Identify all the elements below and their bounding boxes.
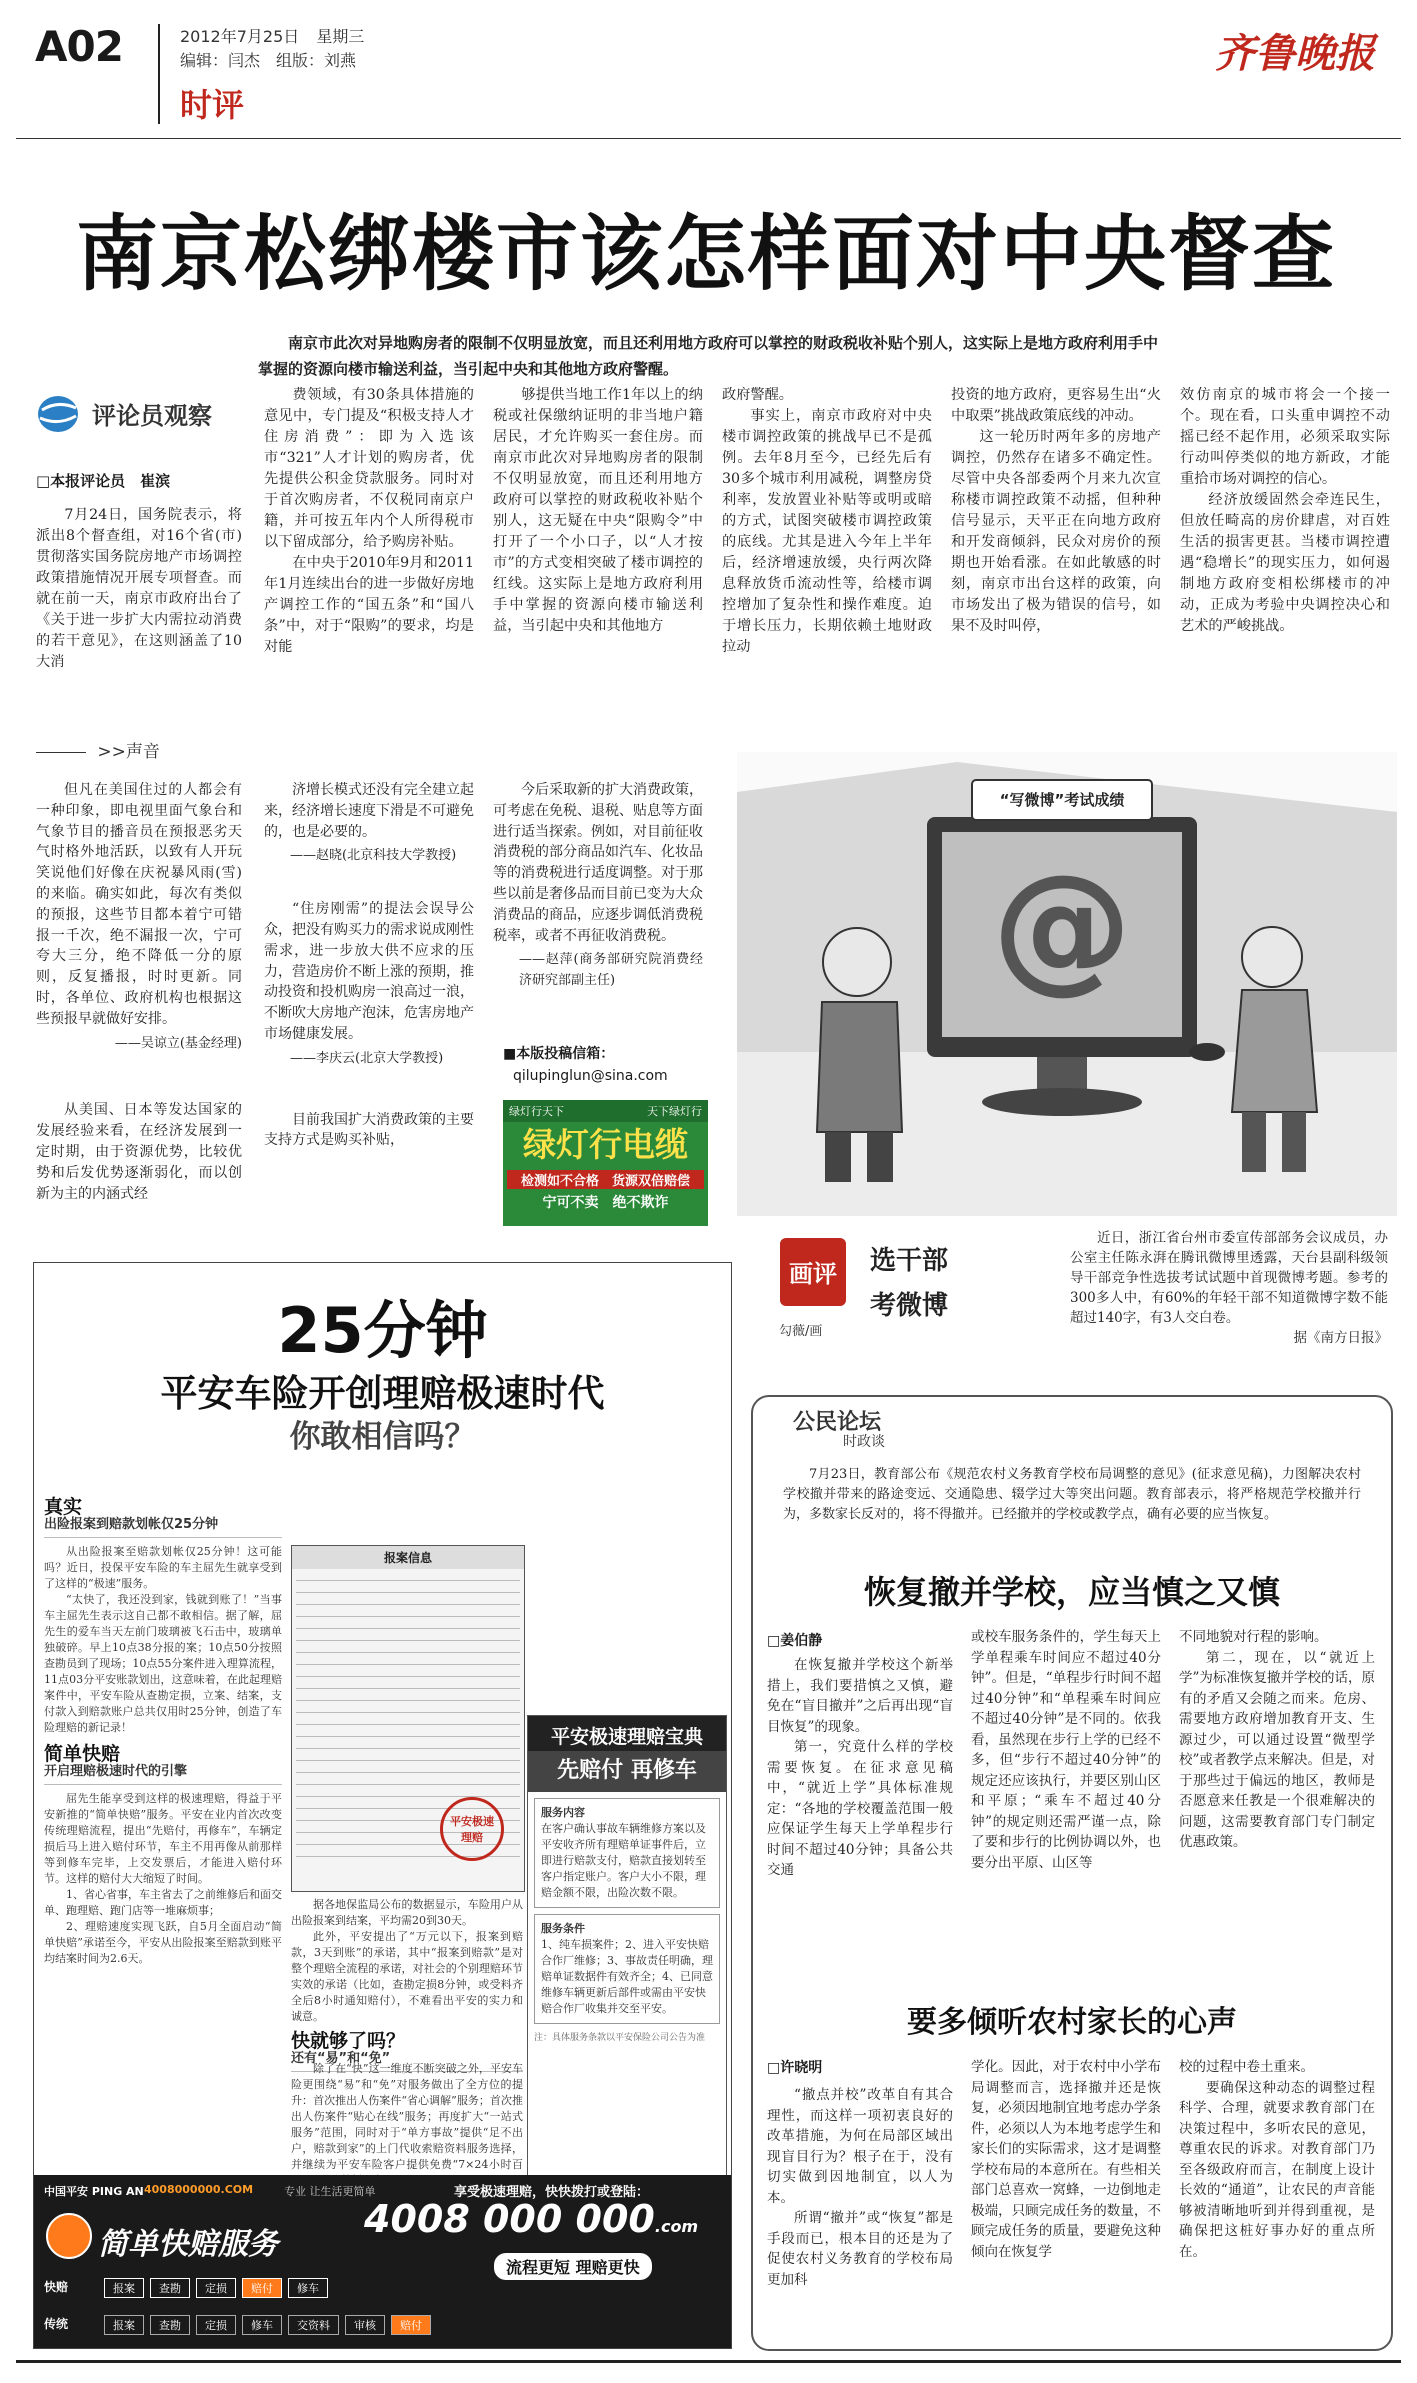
forum-col-1c	[1179, 1627, 1375, 1967]
ad-banner-slogan: 专业 让生活更简单	[284, 2185, 376, 2198]
ad-svc-box-1-label: 服务内容	[541, 1806, 585, 1819]
voices-label-text: >>声音	[97, 742, 160, 762]
voices-col-b-p2: “住房刚需”的提法会误导公众，把没有购买力的需求说成刚性需求，进一步放大供不应求的压力，营造房价不断上涨的预期，推动投资和投机购房一浪高过一浪，不断吹大房地产泡沫，危害房地产市场健康发展。	[264, 901, 474, 1042]
forum-col-1a-p1: 在恢复撤并学校这个新举措上，我们要措慎之又慎，避免在“盲目撤并”之后再出现“盲目恢复”的现象。	[767, 1657, 953, 1735]
ad-big-time: 25分钟	[277, 1294, 488, 1367]
forum-col-2c	[1179, 2057, 1375, 2332]
caption-title-1: 选干部	[870, 1246, 949, 1276]
main-col-4	[722, 385, 932, 730]
main-col-3-p1: 够提供当地工作1年以上的纳税或社保缴纳证明的非当地户籍居民，才允许购买一套住房。而南京市此次对异地购房者的限制不仅明显放宽，而且还利用地方政府可以掌控的财政税收补贴个别人，这无疑在中央“限购令”中打开了一个小口子，以“人才按市”的方式变相突破了楼市调控的红线。这实际上是地方政府利用手中掌握的资源向楼市输送利益，当引起中央和其他地方	[493, 387, 703, 634]
main-byline: □本报评论员 崔滨	[36, 472, 171, 490]
voices-author-c1: ——赵萍(商务部研究院消费经济研究部副主任)	[519, 952, 703, 989]
section-label: 时评	[180, 86, 245, 124]
ad-flow-trad	[104, 2315, 431, 2335]
forum-title-1: 恢复撤并学校，应当慎之又慎	[863, 1573, 1280, 1611]
voices-col-a-p2: 从美国、日本等发达国家的发展经验来看，在经济发展到一定时期，由于资源优势，比较优势和后发优势逐渐弱化，而以创新为主的内涵式经	[36, 1102, 242, 1202]
ad-banner-flow: 流程更短 理赔更快	[494, 2253, 652, 2280]
paper-logo: 齐鲁晚报	[1215, 30, 1375, 77]
ad-logo-icon	[46, 2213, 92, 2259]
voices-col-c-p1: 今后采取新的扩大消费政策，可考虑在免税、退税、贴息等方面进行适当探索。例如，对目前征收消费税的部分商品如汽车、化妆品等的消费税进行适度调整。对于那些以前是奢侈品而目前已变为大众消费品的商品，应逐步调低消费税税率，或者不再征收消费税。	[493, 782, 703, 944]
column-badge	[36, 390, 246, 438]
voices-author-b1: ——赵晓(北京科技大学教授)	[290, 848, 457, 864]
ad-flow-trad-step: 赔付	[391, 2315, 431, 2335]
forum-col-2a-p2: 所谓“撤并”或“恢复”都是手段而已，根本目的还是为了促使农村义务教育的学校布局更加科	[767, 2210, 953, 2288]
ad-p3-1: 据各地保监局公布的数据显示，车险用户从出险报案到结案，平均需20到30天。	[291, 1898, 523, 1927]
ad-flow-quick-step: 赔付	[242, 2278, 282, 2298]
ad-h2: 简单快赔	[44, 1743, 121, 1765]
ad-h1: 真实	[44, 1496, 83, 1518]
small-ad	[503, 1100, 708, 1226]
forum-byline-1: □姜伯静	[767, 1633, 823, 1649]
ad-banner-phone-suffix: .com	[654, 2217, 699, 2236]
header-divider-v	[158, 24, 160, 124]
forum-col-2b	[971, 2057, 1161, 2332]
ad-flow-quick-step: 定损	[196, 2278, 236, 2298]
main-col-4-p2: 事实上，南京市政府对中央楼市调控政策的挑战早已不是孤例。去年8月至今，已经先后有30多个城市利用减税，调整房贷利率，发放置业补贴等或明或暗的方式，试图突破楼市调控政策的底线。尤其是进入今年上半年后，经济增速放缓，央行两次降息释放货币流动性等，给楼市调控增加了复杂性和操作难度。迫于增长压力，长期依赖土地财政拉动	[722, 408, 932, 655]
caption-text	[1070, 1228, 1388, 1358]
ad-form-stamp-1: 平安极速	[450, 1815, 494, 1828]
ad-p2-1: 屈先生能享受到这样的极速理赔，得益于平安新推的“简单快赔”服务。平安在业内首次改变传统理赔流程，提出“先赔付，再修车”，车辆定损后马上进入赔付环节，车主不用再像从前那样等到修车完毕，上交发票后，才能进入赔付环节。这样的赔付大大缩短了时间。	[44, 1792, 282, 1885]
ad-h2-sub: 开启理赔极速时代的引擎	[44, 1764, 282, 1785]
cartoon-at-symbol: @	[992, 845, 1132, 1008]
forum-col-2a	[767, 2085, 953, 2330]
voices-col-b-p1: 济增长模式还没有完全建立起来，经济增长速度下滑是不可避免的，也是必要的。	[264, 782, 474, 840]
forum-col-2c-p1: 校的过程中卷土重来。	[1179, 2059, 1314, 2075]
forum-byline-2: □许晓明	[767, 2060, 823, 2076]
ad-flow-trad-label: 传统	[44, 2317, 69, 2331]
ad-svc-head-2: 先赔付 再修车	[528, 1751, 726, 1792]
forum-label-box	[763, 1405, 963, 1451]
main-col-1	[36, 505, 242, 729]
ad-banner-phone-big-text: 4008 000 000	[364, 2197, 655, 2241]
ad-banner-hint: 享受极速理赔，快快拨打或登陆：	[454, 2185, 650, 2200]
ad-big-line: 平安车险开创理赔极速时代	[160, 1372, 605, 1415]
ad-p2-3: 2、理赔速度实现飞跃，自5月全面启动“简单快赔”承诺至今，平安从出险报案至赔款到账平均结案时间为2.6天。	[44, 1920, 282, 1965]
voices-col-c	[493, 780, 703, 1035]
editors-line: 编辑：闫杰 组版：刘燕	[180, 51, 357, 70]
small-ad-title: 绿灯行电缆	[523, 1125, 688, 1164]
forum-col-2a-p1: “撤点并校”改革自有其合理性，而这样一项初衷良好的改革措施，为何在局部区域出现盲目行为？根子在于，没有切实做到因地制宜，以人为本。	[767, 2087, 953, 2206]
cartoon-badge-text: 画评	[789, 1260, 837, 1288]
voices-label	[36, 737, 160, 762]
ad-banner-phone-small: 4008000000.COM	[144, 2183, 254, 2196]
ad-p2-2: 1、省心省事，车主省去了之前维修后和面交单、跑理赔、跑门店等一堆麻烦事；	[44, 1888, 282, 1917]
voices-col-a-p1: 但凡在美国住过的人都会有一种印象，即电视里面气象台和气象节目的播音员在预报恶劣天气时格外地活跃，以致有人开玩笑说他们好像在庆祝暴风雨(雪)的来临。确实如此，每次有类似的预报，这些节目都本着宁可错报一千次，绝不漏报一次，宁可夸大三分，绝不降低一分的原则，反复播报，时时更新。同时，各单位、政府机构也根据这些预报早就做好安排。	[36, 782, 242, 1027]
small-ad-top-right: 天下绿灯行	[647, 1105, 702, 1118]
ad-svc-box-2	[534, 1914, 720, 2024]
ad-p4-1: 除了在“快”这一维度不断突破之外，平安车险更围绕“易”和“免”对服务做出了全方位的提升：首次推出人伤案件“省心调解”服务；首次推出人伤案件“贴心在线”服务；再度扩大“一站式服务”范围，同时对于“单方事故”提供“足不出户，赔款到家”的上门代收索赔资料服务选择，并继续为平安车险客户提供免费“7×24小时百	[291, 2062, 523, 2171]
ad-svc-head-1: 平安极速理赔宝典	[528, 1716, 726, 1751]
ad-flow-trad-step: 修车	[242, 2315, 282, 2335]
main-col-4-p1: 政府警醒。	[722, 387, 793, 403]
ad-col-2b	[291, 2061, 523, 2169]
main-headline: 南京松绑楼市该怎样面对中央督查	[75, 207, 1336, 302]
mailbox-email: qilupinglun@sina.com	[513, 1068, 668, 1084]
ad-flow-trad-step: 定损	[196, 2315, 236, 2335]
voices-col-a	[36, 780, 242, 1237]
ad-banner-brand: 中国平安 PING AN	[44, 2185, 144, 2198]
ad-flow-trad-step: 交资料	[288, 2315, 339, 2335]
forum-col-1b-p1: 或校车服务条件的，学生每天上学单程乘车时间应不超过40分钟”。但是，“单程步行时间不超过40分钟”和“单程乘车时间应不超过40分钟”是不同的。依我看，虽然现在步行上学的已经不多，但“步行不超过40分钟”的规定还应该执行，并要区别山区和平原；“乘车不超过40分钟”的规定则还需严谨一点，除了要和步行的比例协调以外，也要分出平原、山区等	[971, 1629, 1161, 1871]
ad-flow-quick	[104, 2278, 328, 2298]
forum-col-1a-p2: 第一，究竟什么样的学校需要恢复。在征求意见稿中，“就近上学”具体标准规定：“各地的学校覆盖范围一般应保证学生每天上学单程步行时间不超过40分钟；具备公共交通	[767, 1739, 953, 1878]
ad-question: 你敢相信吗？	[289, 1419, 476, 1455]
ad-p1-1: 从出险报案至赔款划帐仅25分钟！这可能吗？近日，投保平安车险的车主屈先生就享受到了这样的“极速”服务。	[44, 1545, 282, 1590]
forum-col-1b	[971, 1627, 1161, 1967]
weekday-text: 星期三	[316, 27, 365, 46]
ad-form-title: 报案信息	[292, 1546, 524, 1569]
ad-flow-quick-label: 快赔	[44, 2280, 69, 2294]
ad-h3: 快就够了吗？	[291, 2030, 406, 2052]
ad-flow-trad-step: 查勘	[150, 2315, 190, 2335]
main-lead: 南京市此次对异地购房者的限制不仅明显放宽，而且还利用地方政府可以掌控的财政税收补贴个别人，这实际上是地方政府利用手中掌握的资源向楼市输送利益，当引起中央和其他地方政府警醒。	[258, 334, 1159, 378]
forum-intro-p: 7月23日，教育部公布《规范农村义务教育学校布局调整的意见》(征求意见稿)，力图解决农村学校撤并带来的路途变远、交通隐患、辍学过大等突出问题。教育部表示，将严格规范学校撤并行为，多数家长反对的，将不得撤并。已经撤并的学校或教学点，确有必要的应当恢复。	[783, 1467, 1361, 1522]
ad-claim-form	[291, 1545, 525, 1892]
ad-flow-trad-step: 报案	[104, 2315, 144, 2335]
ad-flow-quick-step: 报案	[104, 2278, 144, 2298]
ad-svc-box-1-text: 在客户确认事故车辆维修方案以及平安收齐所有理赔单证事件后，立即进行赔款支付，赔款直接划转至客户指定账户。客户大小不限，理赔金额不限，出险次数不限。	[541, 1822, 706, 1899]
main-col-2-p1: 费领域，有30条具体措施的意见中，专门提及“积极支持人才住房消费”：即为入选该市“321”人才计划的购房者，优先提供公积金贷款服务。同时对于首次购房者，不仅税同南京户籍，并可按五年内个人所得税市以下留成部分，给予购房补贴。	[264, 387, 474, 550]
forum-col-1c-p2: 第二，现在，以“就近上学”为标准恢复撤并学校的话，原有的矛盾又会随之而来。危房、需要地方政府增加教育开支、生源过少，可以通过设置“微型学校”或者教学点来解决。但是，对于那些过于偏远的地区，教师是否愿意来任教是一个很难解决的问题，这需要教育部门专门制定优惠政策。	[1179, 1649, 1375, 1850]
cartoon-illustration	[737, 752, 1397, 1216]
main-col-5	[951, 385, 1161, 730]
ad-svc-box-2-text: 1、纯车损案件；2、进入平安快赔合作厂维修；3、事故责任明确，理赔单证数据件有效齐全；4、已同意维修车辆更新后部件或需由平安快赔合作厂收集并交至平安。	[541, 1938, 713, 2015]
main-col-5-p2: 这一轮历时两年多的房地产调控，仍然存在诸多不确定性。尽管中央各部委两个月来九次宣称楼市调控政策不动摇，但种种信号显示，天平正在向地方政府和开发商倾斜，民众对房价的预期也开始看涨。在如此敏感的时刻，南京市出台这样的政策，向市场发出了极为错误的信号，如果不及时叫停，	[951, 429, 1161, 634]
ad-svc-note: 注：具体服务条款以平安保险公司公告为准	[534, 2033, 706, 2043]
forum-label: 公民论坛	[793, 1410, 882, 1435]
mailbox-title: ■本版投稿信箱：	[503, 1046, 615, 1062]
forum-title-2: 要多倾听农村家长的心声	[907, 2005, 1237, 2040]
small-ad-line2: 宁可不卖 绝不欺诈	[542, 1195, 669, 1211]
page-number: A02	[35, 22, 123, 71]
issue-date	[180, 24, 364, 47]
cartoon-artist: 勾薇/画	[779, 1324, 823, 1339]
ad-banner	[34, 2175, 731, 2348]
forum-col-2c-p2: 要确保这种动态的调整过程科学、合理，就要求教育部门在决策过程中，多听农民的意见，尊重农民的诉求。对教育部门乃至各级政府而言，在制度上设计长效的“通道”，让农民的声音能够被清晰地听到并得到重视，是确保把这桩好事办好的重点所在。	[1179, 2079, 1375, 2260]
ad-p1-2: “太快了，我还没到家，钱就到账了！”当事车主屈先生表示这自己都不敢相信。据了解，屈先生的爱车当天左前门玻璃被飞石击中，玻璃单独破碎。早上10点38分报的案；10点50分按照查勘员到了现场；10点55分案件进入理算流程，11点03分平安账款划出，这意味着，在此起理赔案件中，平安车险从查勘定损，立案、结案，支付款入到赔款账户总共仅用时25分钟，创造了车险理赔的新记录！	[44, 1593, 282, 1734]
voices-col-b-p3: 目前我国扩大消费政策的主要支持方式是购买补贴，	[264, 1111, 474, 1149]
date-text: 2012年7月25日	[180, 27, 300, 46]
forum-col-1c-p1: 不同地貌对行程的影响。	[1179, 1629, 1328, 1645]
ad-form-stamp	[440, 1797, 504, 1861]
ad-h3-sub: 还有“易”和“免”	[291, 2051, 523, 2072]
ad-svc-box-1	[534, 1798, 720, 1908]
voices-author-b2: ——李庆云(北京大学教授)	[290, 1050, 444, 1066]
globe-icon	[36, 392, 84, 436]
main-col-3	[493, 385, 703, 730]
main-col-5-p1: 投资的地方政府，更容易生出“火中取栗”挑战政策底线的冲动。	[951, 387, 1161, 424]
caption-text-p: 近日，浙江省台州市委宣传部部务会议成员，办公室主任陈永湃在腾讯微博里透露，天台县副科级领导干部竞争性选拔考试试题中首现微博考题。参考的300多人中，有60%的年轻干部不知道微博字数不能超过140字，有3人交白卷。	[1070, 1230, 1388, 1326]
ad-banner-phone-big	[364, 2197, 698, 2241]
small-ad-line1: 检测如不合格 货源双倍赔偿	[507, 1170, 704, 1189]
cartoon-sign-text: “写微博”考试成绩	[999, 791, 1125, 809]
ad-p3-2: 此外，平安提出了“万元以下，报案到赔款，3天到账”的承诺，其中“报案到赔款”是对整个理赔全流程的承诺，对社会的个别理赔环节实效的承诺（比如，查勘定损8分钟，或受料齐全后8小时通知赔付），不难看出平安的实力和诚意。	[291, 1930, 523, 2023]
voices-author-a1: ——吴谅立(基金经理)	[114, 1035, 242, 1051]
main-col-6-p2: 经济放缓固然会牵连民生，但放任畸高的房价肆虐，对百姓生活的损害更甚。当楼市调控遭遇“稳增长”的现实压力，如何遏制地方政府变相松绑楼市的冲动，正成为考验中央调控决心和艺术的严峻挑战。	[1180, 492, 1390, 634]
header-rule	[16, 138, 1401, 139]
main-col-6	[1180, 385, 1390, 730]
voices-col-b	[264, 780, 474, 1237]
forum-col-1a	[767, 1655, 953, 1965]
caption-source: 据《南方日报》	[1293, 1330, 1388, 1346]
small-ad-top-left: 绿灯行天下	[509, 1105, 564, 1118]
ad-svc-box-2-label: 服务条件	[541, 1922, 585, 1935]
ad-flow-quick-step: 查勘	[150, 2278, 190, 2298]
voices-rule-left	[36, 752, 86, 753]
ad-col-1	[44, 1495, 282, 2165]
citizen-forum	[751, 1395, 1393, 2351]
caption-title-2: 考微博	[870, 1291, 949, 1321]
forum-col-2b-p1: 学化。因此，对于农村中小学布局调整而言，选择撤并还是恢复，必须因地制宜地考虑办学条件，必须以人为本地考虑学生和家长们的实际需求，这才是调整学校布局的本意所在。有些相关部门总喜欢一窝蜂，一边倒地走极端，只顾完成任务的数量，不顾完成任务的质量，要避免这种倾向在恢复学	[971, 2059, 1161, 2260]
mailbox	[503, 1043, 668, 1087]
ad-service-box	[527, 1715, 727, 2213]
ad-banner-service: 简单快赔服务	[98, 2227, 278, 2262]
ad-form-stamp-2: 理赔	[461, 1831, 483, 1844]
cartoon-badge	[780, 1238, 846, 1306]
forum-intro	[783, 1465, 1361, 1545]
footer-rule	[16, 2360, 1401, 2363]
ad-flow-quick-step: 修车	[288, 2278, 328, 2298]
ad-h1-sub: 出险报案到赔款划帐仅25分钟	[44, 1517, 282, 1538]
main-col-1-p: 7月24日，国务院表示，将派出8个督查组，对16个省(市)贯彻落实国务院房地产市场调控政策措施情况开展专项督查。而就在前一天，南京市政府出台了《关于进一步扩大内需拉动消费的若干意见》，在这则涵盖了10大消	[36, 507, 242, 670]
main-col-6-p1: 效仿南京的城市将会一个接一个。现在看，口头重申调控不动摇已经不起作用，必须采取实际行动叫停类似的地方新政，才能重拾市场对调控的信心。	[1180, 387, 1390, 487]
forum-sublabel: 时政谈	[843, 1434, 885, 1450]
column-badge-text: 评论员观察	[92, 402, 212, 430]
ad-flow-trad-step: 审核	[345, 2315, 385, 2335]
main-col-2	[264, 385, 474, 730]
main-col-2-p2: 在中央于2010年9月和2011年1月连续出台的进一步做好房地产调控工作的“国五条”和“国八条”中，对于“限购”的要求，均是对能	[264, 555, 474, 655]
advertisement-pingan	[33, 1262, 732, 2349]
